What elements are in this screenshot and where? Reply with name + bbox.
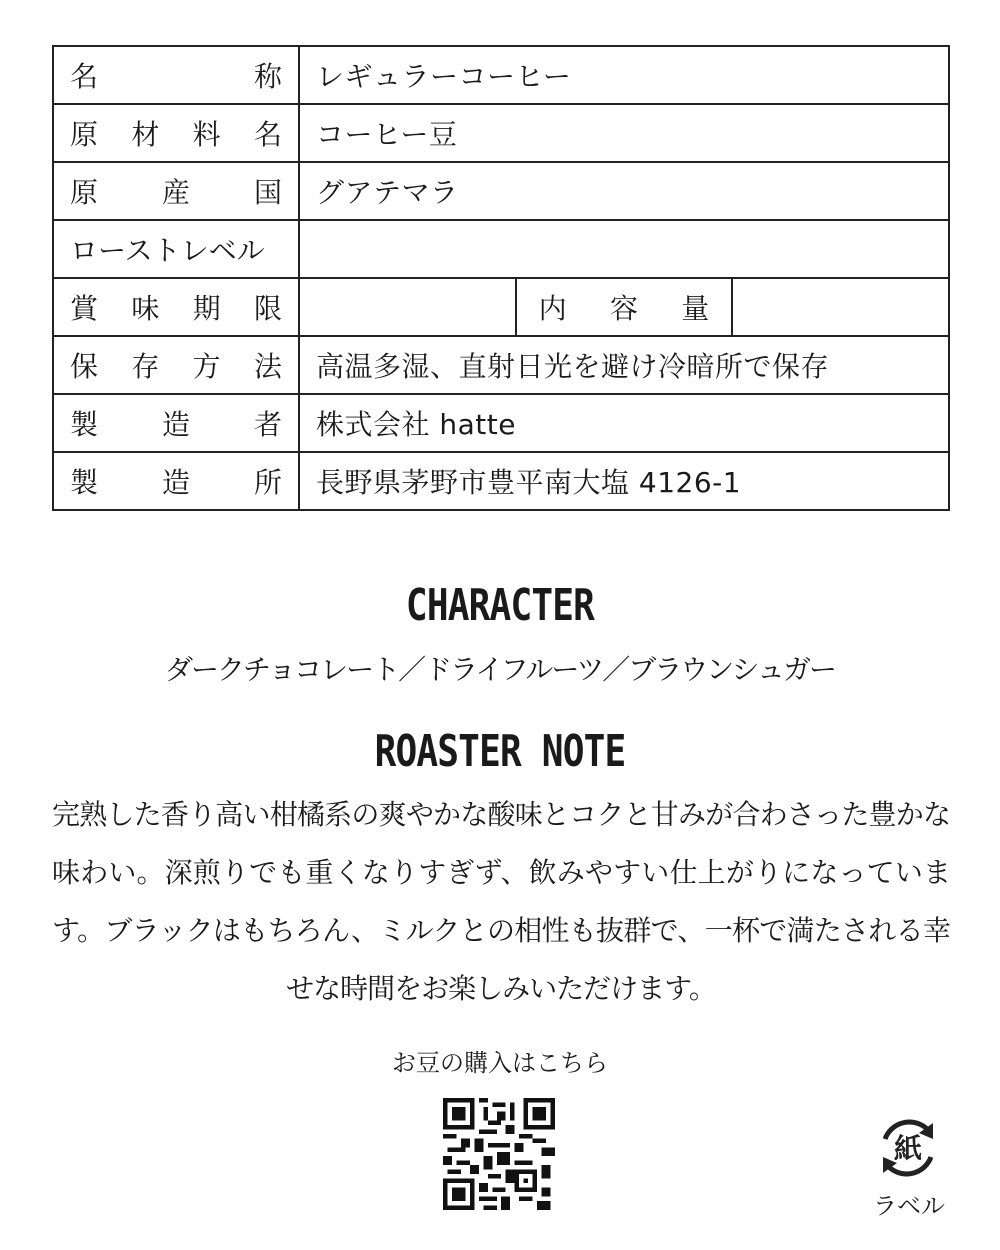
spec-row-ingredients — [53, 104, 949, 162]
expiry-label — [53, 278, 299, 336]
roast-label: ローストレベル — [53, 220, 299, 278]
content-label-char: 容 — [609, 292, 638, 325]
expiry-value — [299, 278, 516, 336]
name-label-char: 名 — [70, 60, 99, 93]
spec-row-origin — [53, 162, 949, 220]
content-label-char: 内 — [538, 292, 567, 325]
maker-label — [53, 394, 299, 452]
content-label — [516, 278, 733, 336]
ingredients-label-char: 原 — [70, 118, 99, 151]
storage-label — [53, 336, 299, 394]
expiry-label-char: 限 — [253, 292, 282, 325]
maker-label-char: 造 — [161, 408, 190, 441]
origin-value: グアテマラ — [299, 162, 949, 220]
maker-value: 株式会社 hatte — [299, 394, 949, 452]
roaster-note-heading: ROASTER NOTE — [374, 726, 626, 777]
name-label — [53, 46, 299, 104]
roast-value — [299, 220, 949, 278]
origin-label-char: 国 — [253, 176, 282, 209]
origin-label — [53, 162, 299, 220]
purchase-label: お豆の購入はこちら — [392, 1049, 608, 1077]
storage-label-char: 方 — [192, 350, 221, 383]
expiry-label-char: 味 — [131, 292, 160, 325]
product-spec-table — [52, 45, 950, 511]
maker-label-char: 製 — [70, 408, 99, 441]
ingredients-value: コーヒー豆 — [299, 104, 949, 162]
factory-label-char: 所 — [253, 466, 282, 499]
spec-row-factory — [53, 452, 949, 510]
origin-label-char: 原 — [70, 176, 99, 209]
storage-label-char: 法 — [253, 350, 282, 383]
storage-value: 高温多湿、直射日光を避け冷暗所で保存 — [299, 336, 949, 394]
name-value: レギュラーコーヒー — [299, 46, 949, 104]
paper-recycle-icon — [873, 1113, 943, 1183]
roaster-note-text: 完熟した香り高い柑橘系の爽やかな酸味とコクと甘みが合わさった豊かな味わい。深煎りでも重くなりすぎず、飲みやすい仕上がりになっています。ブラックはもちろん、ミルクとの相性も抜群で、一杯で満たされる幸せな時間をお楽しみいただけます。 — [52, 798, 950, 1005]
storage-label-char: 保 — [70, 350, 99, 383]
character-heading: CHARACTER — [405, 580, 595, 631]
ingredients-label-char: 名 — [253, 118, 282, 151]
maker-label-char: 者 — [253, 408, 282, 441]
ingredients-label-char: 料 — [192, 118, 221, 151]
purchase-qr-code[interactable] — [443, 1098, 555, 1210]
spec-row-maker — [53, 394, 949, 452]
factory-label — [53, 452, 299, 510]
name-label-char: 称 — [253, 60, 282, 93]
content-label-char: 量 — [681, 292, 710, 325]
factory-label-char: 造 — [161, 466, 190, 499]
ingredients-label-char: 材 — [131, 118, 160, 151]
content-value — [732, 278, 949, 336]
spec-row-storage — [53, 336, 949, 394]
origin-label-char: 産 — [161, 176, 190, 209]
expiry-label-char: 賞 — [70, 292, 99, 325]
storage-label-char: 存 — [131, 350, 160, 383]
ingredients-label — [53, 104, 299, 162]
factory-label-char: 製 — [70, 466, 99, 499]
paper-mark: 紙 — [893, 1132, 923, 1165]
character-text: ダークチョコレート／ドライフルーツ／ブラウンシュガー — [165, 653, 835, 686]
recycle-label: ラベル — [873, 1192, 945, 1220]
spec-row-name — [53, 46, 949, 104]
spec-row-expiry — [53, 278, 949, 336]
factory-value: 長野県茅野市豊平南大塩 4126-1 — [299, 452, 949, 510]
spec-row-roast — [53, 220, 949, 278]
expiry-label-char: 期 — [192, 292, 221, 325]
